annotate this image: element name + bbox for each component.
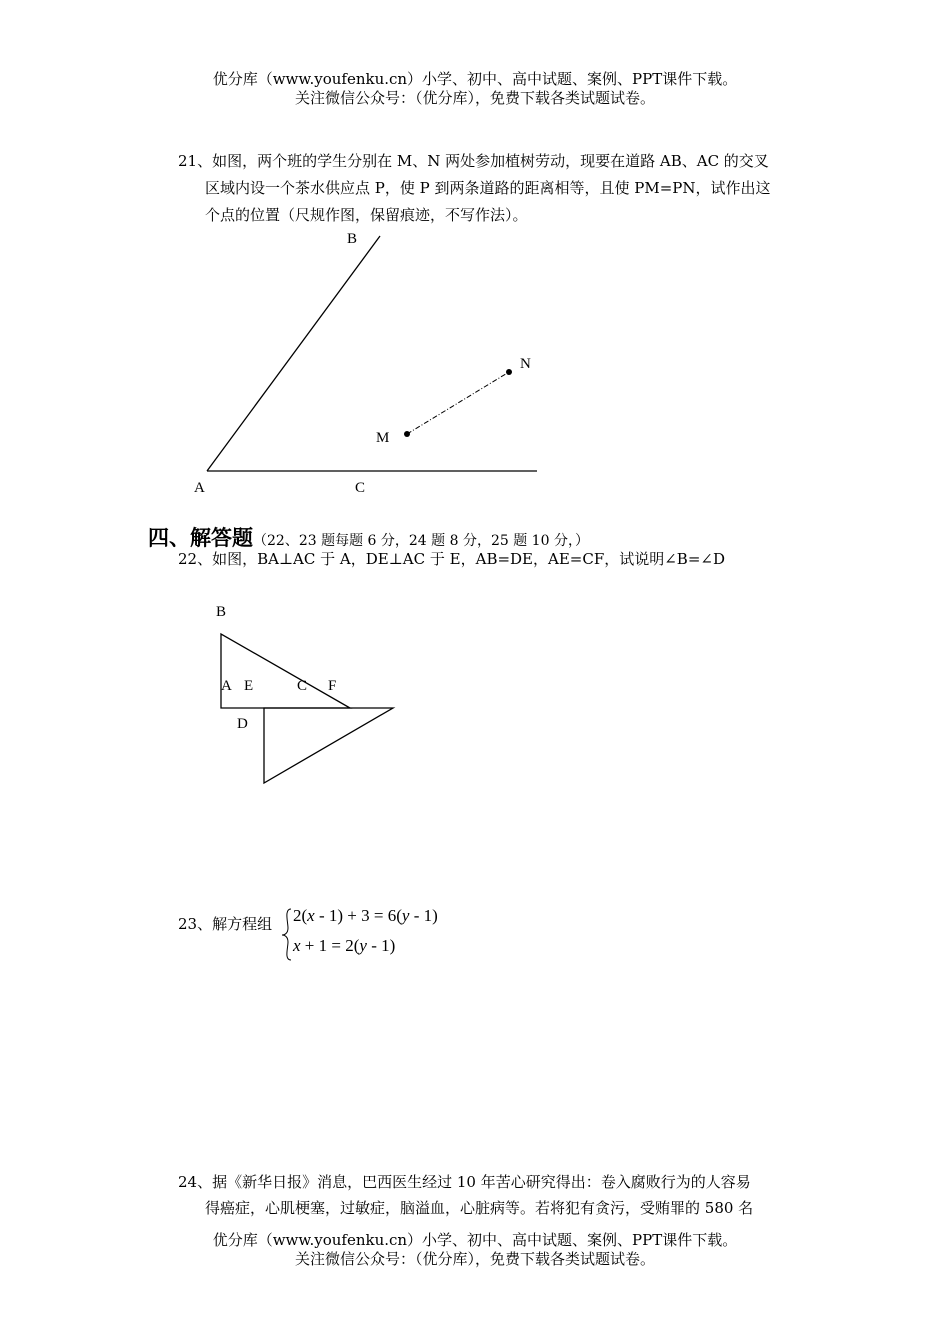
label-a: A <box>194 480 205 496</box>
q21-line-1: 21、如图，两个班的学生分别在 M、N 两处参加植树劳动，现要在道路 AB、AC 的交叉 <box>178 152 769 170</box>
segment-mn-dashed <box>407 372 509 434</box>
eq2-var-y: y <box>359 936 367 955</box>
q23-prefix: 23、解方程组 <box>178 915 273 933</box>
label-22-f: F <box>328 678 337 694</box>
footer-line-1: 优分库（www.youfenku.cn）小学、初中、高中试题、案例、PPT课件下载。 <box>212 1231 738 1249</box>
section-4-note: （22、23 题每题 6 分，24 题 8 分，25 题 10 分，） <box>253 533 589 549</box>
footer-line-2: 关注微信公众号：（优分库），免费下载各类试题试卷。 <box>294 1250 655 1268</box>
eq2-part-d: - 1) <box>366 936 396 955</box>
header-line-1: 优分库（www.youfenku.cn）小学、初中、高中试题、案例、PPT课件下载。 <box>212 70 738 88</box>
triangle-abc <box>221 634 350 708</box>
label-b: B <box>347 231 358 247</box>
point-m <box>404 431 410 437</box>
q24-line-2: 得癌症，心肌梗塞，过敏症，脑溢血，心脏病等。若将犯有贪污，受贿罪的 580 名 <box>205 1199 754 1217</box>
equation-2 <box>293 936 395 956</box>
label-22-c: C <box>297 678 308 694</box>
road-ab-line <box>207 236 380 471</box>
q22-text: 22、如图，BA⊥AC 于 A，DE⊥AC 于 E，AB=DE，AE=CF，试说明∠B=∠D <box>178 550 725 568</box>
eq1-part-c: - 1) + 3 = 6( <box>314 906 402 925</box>
label-n: N <box>520 356 531 372</box>
eq1-part-e: - 1) <box>409 906 438 925</box>
label-m: M <box>376 430 390 446</box>
triangle-def <box>264 708 393 783</box>
eq1-var-y: y <box>401 906 410 925</box>
header-line-2: 关注微信公众号：（优分库），免费下载各类试题试卷。 <box>294 89 655 107</box>
label-22-b: B <box>216 604 227 620</box>
system-brace <box>282 909 291 960</box>
point-n <box>506 369 512 375</box>
label-22-a: A <box>221 678 232 694</box>
q21-line-3: 个点的位置（尺规作图，保留痕迹，不写作法）。 <box>205 206 528 224</box>
eq1-part-a: 2( <box>293 906 308 925</box>
q21-line-2: 区域内设一个茶水供应点 P，使 P 到两条道路的距离相等，且使 PM=PN，试作出这 <box>205 179 771 197</box>
equation-1 <box>293 906 438 926</box>
eq2-var-x: x <box>293 936 301 955</box>
label-c: C <box>355 480 366 496</box>
section-4-title: 四、解答题 <box>148 525 253 550</box>
q24-line-1: 24、据《新华日报》消息，巴西医生经过 10 年苦心研究得出：卷入腐败行为的人容易 <box>178 1173 751 1191</box>
label-22-d: D <box>237 716 248 732</box>
label-22-e: E <box>244 678 254 694</box>
eq1-var-x: x <box>307 906 315 925</box>
eq2-part-b: + 1 = 2( <box>300 936 360 955</box>
